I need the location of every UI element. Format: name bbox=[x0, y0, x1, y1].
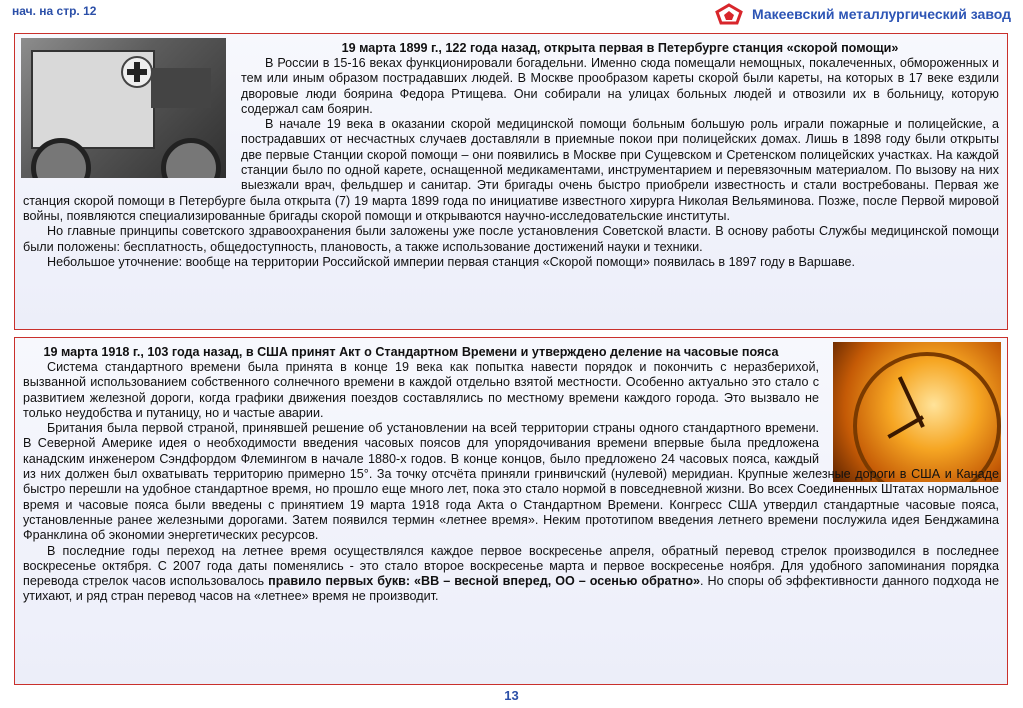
mnemonic-rule: правило первых букв: «ВВ – весной вперед, ОО – осенью обратно» bbox=[268, 574, 701, 589]
article-paragraph: В России в 15-16 веках функционировали богадельни. Именно сюда помещали немощных, покалеченных, обмороженных и тем или иным образом пострадавших людей. В Москве прообразом кареты скорой были кареты, на которых в 17 веке ездили дворовые люди боярина Федора Ртищева. Они собирали на улицах больных людей и отвозили их в больницу, которую содержал сам боярин. bbox=[241, 56, 999, 116]
article-paragraph: Но главные принципы советского здравоохранения были заложены уже после установления Советской власти. В основу работы Службы медицинской помощи были положены: бесплатность, общедоступность, плановость, а также использование достижений науки и техники. bbox=[23, 224, 999, 254]
page-number: 13 bbox=[504, 688, 519, 703]
article-standard-time bbox=[14, 337, 1008, 685]
article-paragraph: Небольшое уточнение: вообще на территории Российской империи первая станция «Скорой помощи» появилась в 1897 году в Варшаве. bbox=[47, 254, 856, 269]
article-title: 19 марта 1899 г., 122 года назад, открыта первая в Петербурге станция «скорой помощи» bbox=[341, 41, 899, 55]
article-ambulance bbox=[14, 33, 1008, 330]
article-paragraph bbox=[23, 544, 999, 605]
article-paragraph: Британия была первой страной, принявшей решение об установлении на всей территории страны одного стандартного времени. В Северной Америке идея о необходимости введения часовых поясов для упорядочивания времени впервые была предложена канадским инженером Сэндфордом Флемингом в начале 1880-х годов. В конце концов, было предложено 24 часовых пояса, каждый из них должен был охватывать территорию примерно 15°. За точку отсчёта приняли гринвичский (нулевой) меридиан. Крупные железные дороги в США и Канаде быстро перешли на удобное стандартное время, но прошло еще много лет, пока это стало нормой в повседневной жизни. Во всех Соединенных Штатах нормальное время и часовые пояса были введены с принятием 19 марта 1918 года Акта о Стандартном Времени. Конгресс США утвердил стандартные часовые пояса, установленные ранее железными дорогами. Затем появился термин «летнее время». Неким прототипом введения летнего времени послужила идея Бенджамина Франклина об экономии энергетических ресурсов. bbox=[23, 421, 999, 543]
factory-logo-icon bbox=[714, 3, 744, 25]
back-page-link[interactable]: нач. на стр. 12 bbox=[12, 4, 97, 18]
paragraph-text: В последние годы переход на летнее время осуществлялся каждое первое воскресенье апреля, обратный перевод стрелок производился в последнее воскресенье октября. С 2007 года даты поменялись - это стало второе воскресенье марта и первое воскресенье ноября. Для удобного запоминания порядка перевода стрелок часов использовалось bbox=[23, 543, 999, 589]
article-paragraph: В начале 19 века в оказании скорой медицинской помощи больным большую роль играли пожарные и полицейские, а пострадавших от несчастных случаев доставляли в приемные покои при полицейских домах. Лишь в 1898 году были открыты две первые Станции скорой помощи – они появились в Москве при Сущевском и Сретенском полицейских участках. На каждой станции было по одной карете, оснащенной медикаментами, инструментарием и перевязочным материалом. По вызову на них выезжали врач, фельдшер и санитар. Эти бригады очень быстро приобрели известность и стали востребованы. Первая же станция скорой помощи в Петербурге была открыта (7) 19 марта 1899 года по инициативе известного хирурга Николая Вельяминова. Позже, после Первой мировой войны, появляются специализированные бригады скорой помощи и открываются научно-исследовательские институты. bbox=[23, 117, 999, 223]
article-paragraph: Система стандартного времени была принята в конце 19 века как попытка навести порядок и покончить с неразберихой, вызванной использованием собственного солнечного времени в каждой отдельно взятой местности. Особенно актуально это стало с развитием железной дороги, когда графики движения поездов составлялись по местному времени каждого города. Это вызвало не только неудобства и путаницу, но и частые аварии. bbox=[23, 360, 819, 420]
article-title: 19 марта 1918 г., 103 года назад, в США принят Акт о Стандартном Времени и утверждено деление на часовые пояса bbox=[43, 345, 779, 359]
paragraph-text: . Но споры об эффективности данного подхода не утихают, и ряд стран перевод часов на «летнее» время не производит. bbox=[23, 574, 999, 604]
brand-name: Макеевский металлургический завод bbox=[751, 6, 1011, 22]
brand-header bbox=[714, 3, 1011, 25]
